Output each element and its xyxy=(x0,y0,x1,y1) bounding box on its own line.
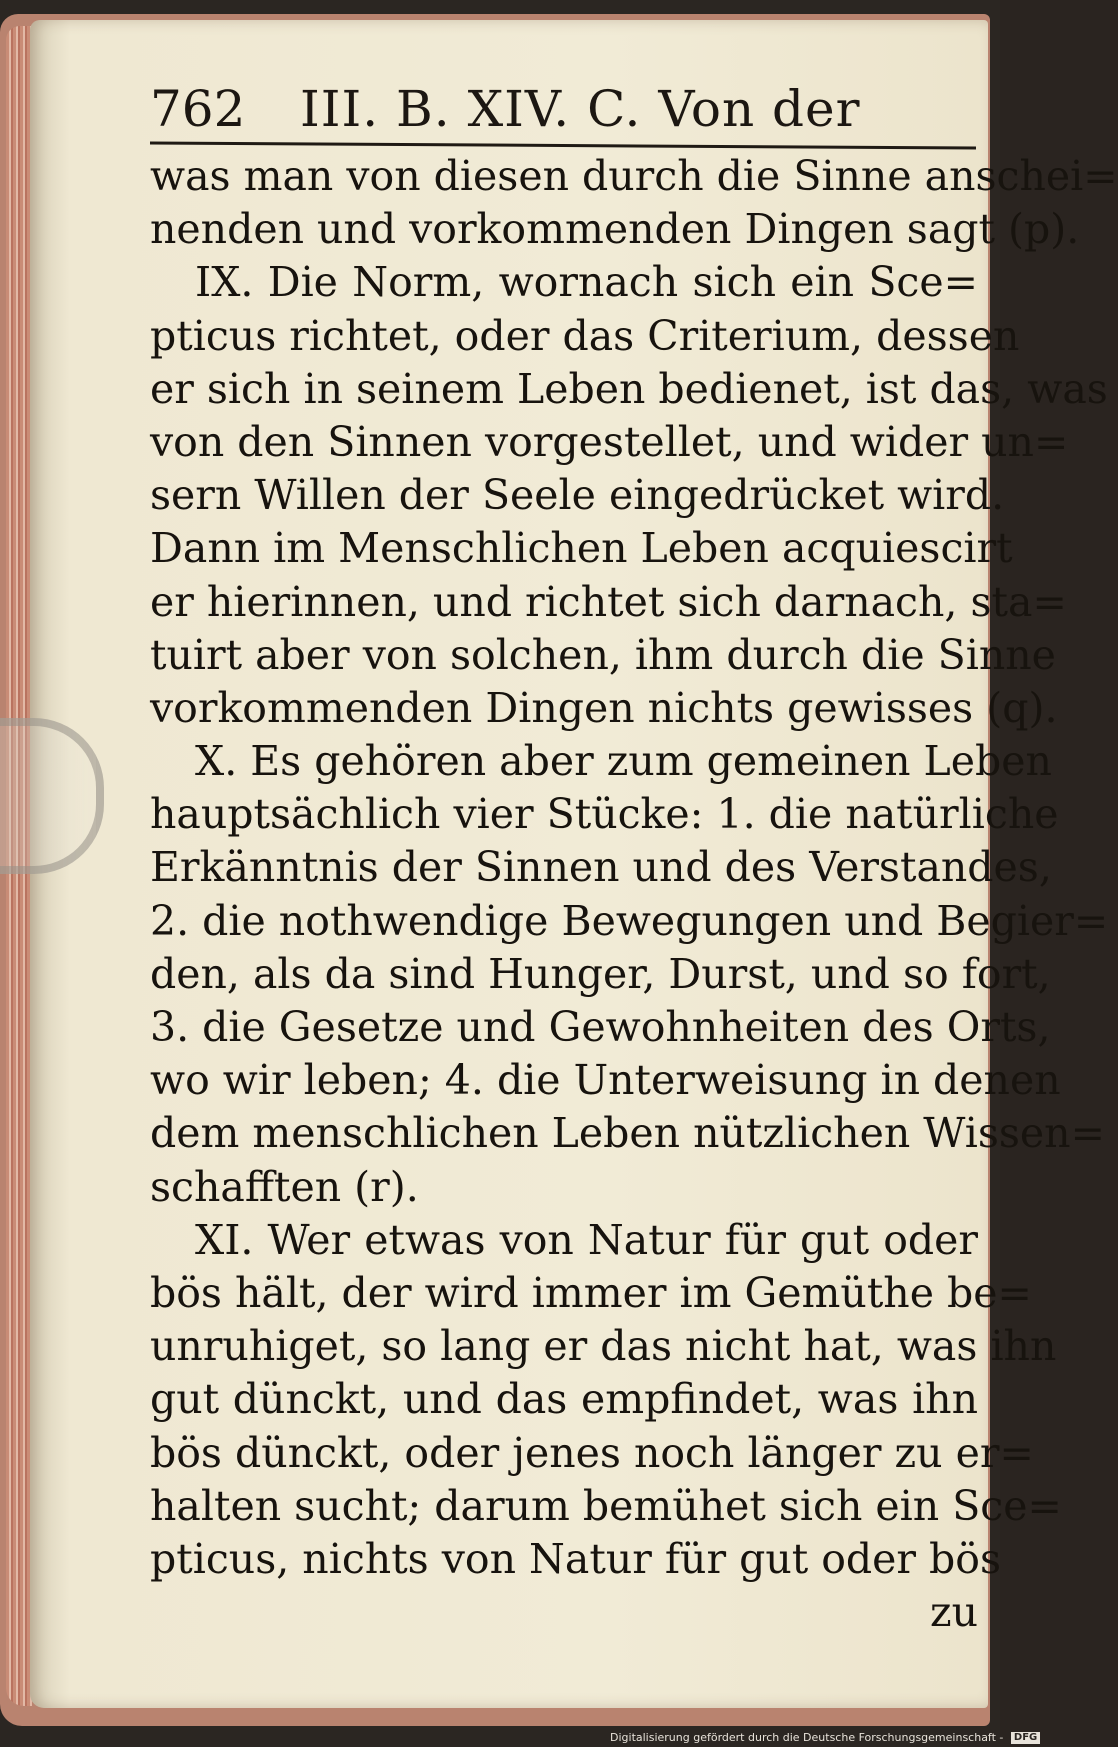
text-line: 2. die nothwendige Bewegungen und Begier= xyxy=(150,896,1109,945)
text-line: vorkommenden Dingen nichts gewisses (q). xyxy=(150,683,1058,732)
dfg-logo-icon: DFG xyxy=(1011,1732,1040,1744)
text-line: er sich in seinem Leben bedienet, ist das, was xyxy=(150,364,1108,413)
text-line: von den Sinnen vorgestellet, und wider un= xyxy=(150,417,1069,466)
text-line: wo wir leben; 4. die Unterweisung in denen xyxy=(150,1056,1061,1105)
text-line: er hierinnen, und richtet sich darnach, sta= xyxy=(150,577,1067,626)
digitization-credit xyxy=(610,1731,1040,1744)
credit-text: Digitalisierung gefördert durch die Deutsche Forschungsgemeinschaft - xyxy=(610,1731,1004,1744)
text-line: was man von diesen durch die Sinne anschei= xyxy=(150,152,1118,200)
catchword: zu xyxy=(929,1588,978,1637)
text-line: 3. die Gesetze und Gewohnheiten des Orts, xyxy=(150,1003,1051,1051)
text-line: pticus richtet, oder das Criterium, dessen xyxy=(150,311,1020,360)
text-line: Erkänntnis der Sinnen und des Verstandes, xyxy=(150,843,1052,892)
page-number: 762 xyxy=(150,80,246,138)
text-line: den, als da sind Hunger, Durst, und so fort, xyxy=(150,949,1051,998)
text-line: XI. Wer etwas von Natur für gut oder xyxy=(195,1215,978,1264)
text-line: gut dünckt, und das empfindet, was ihn xyxy=(150,1375,978,1424)
text-line: nenden und vorkommenden Dingen sagt (p). xyxy=(150,205,1080,254)
text-line: sern Willen der Seele eingedrücket wird. xyxy=(150,471,1005,520)
text-line: pticus, nichts von Natur für gut oder bös xyxy=(150,1534,1002,1583)
running-head: III. B. XIV. C. Von der xyxy=(300,80,861,138)
text-line: dem menschlichen Leben nützlichen Wissen= xyxy=(150,1109,1105,1158)
text-line: bös dünckt, oder jenes noch länger zu er= xyxy=(150,1428,1034,1477)
page-header xyxy=(150,78,970,140)
text-line: tuirt aber von solchen, ihm durch die Sinne xyxy=(150,630,1056,679)
text-line: halten sucht; darum bemühet sich ein Sce= xyxy=(150,1481,1062,1530)
text-line: schafften (r). xyxy=(150,1162,419,1211)
text-line: IX. Die Norm, wornach sich ein Sce= xyxy=(195,258,978,307)
text-line: X. Es gehören aber zum gemeinen Leben xyxy=(195,737,1052,786)
text-line: unruhiget, so lang er das nicht hat, was ihn xyxy=(150,1322,1057,1371)
text-line: Dann im Menschlichen Leben acquiescirt xyxy=(150,524,1013,573)
text-line: hauptsächlich vier Stücke: 1. die natürliche xyxy=(150,790,1059,839)
body-text xyxy=(150,150,1118,1639)
text-line: bös hält, der wird immer im Gemüthe be= xyxy=(150,1268,1032,1317)
